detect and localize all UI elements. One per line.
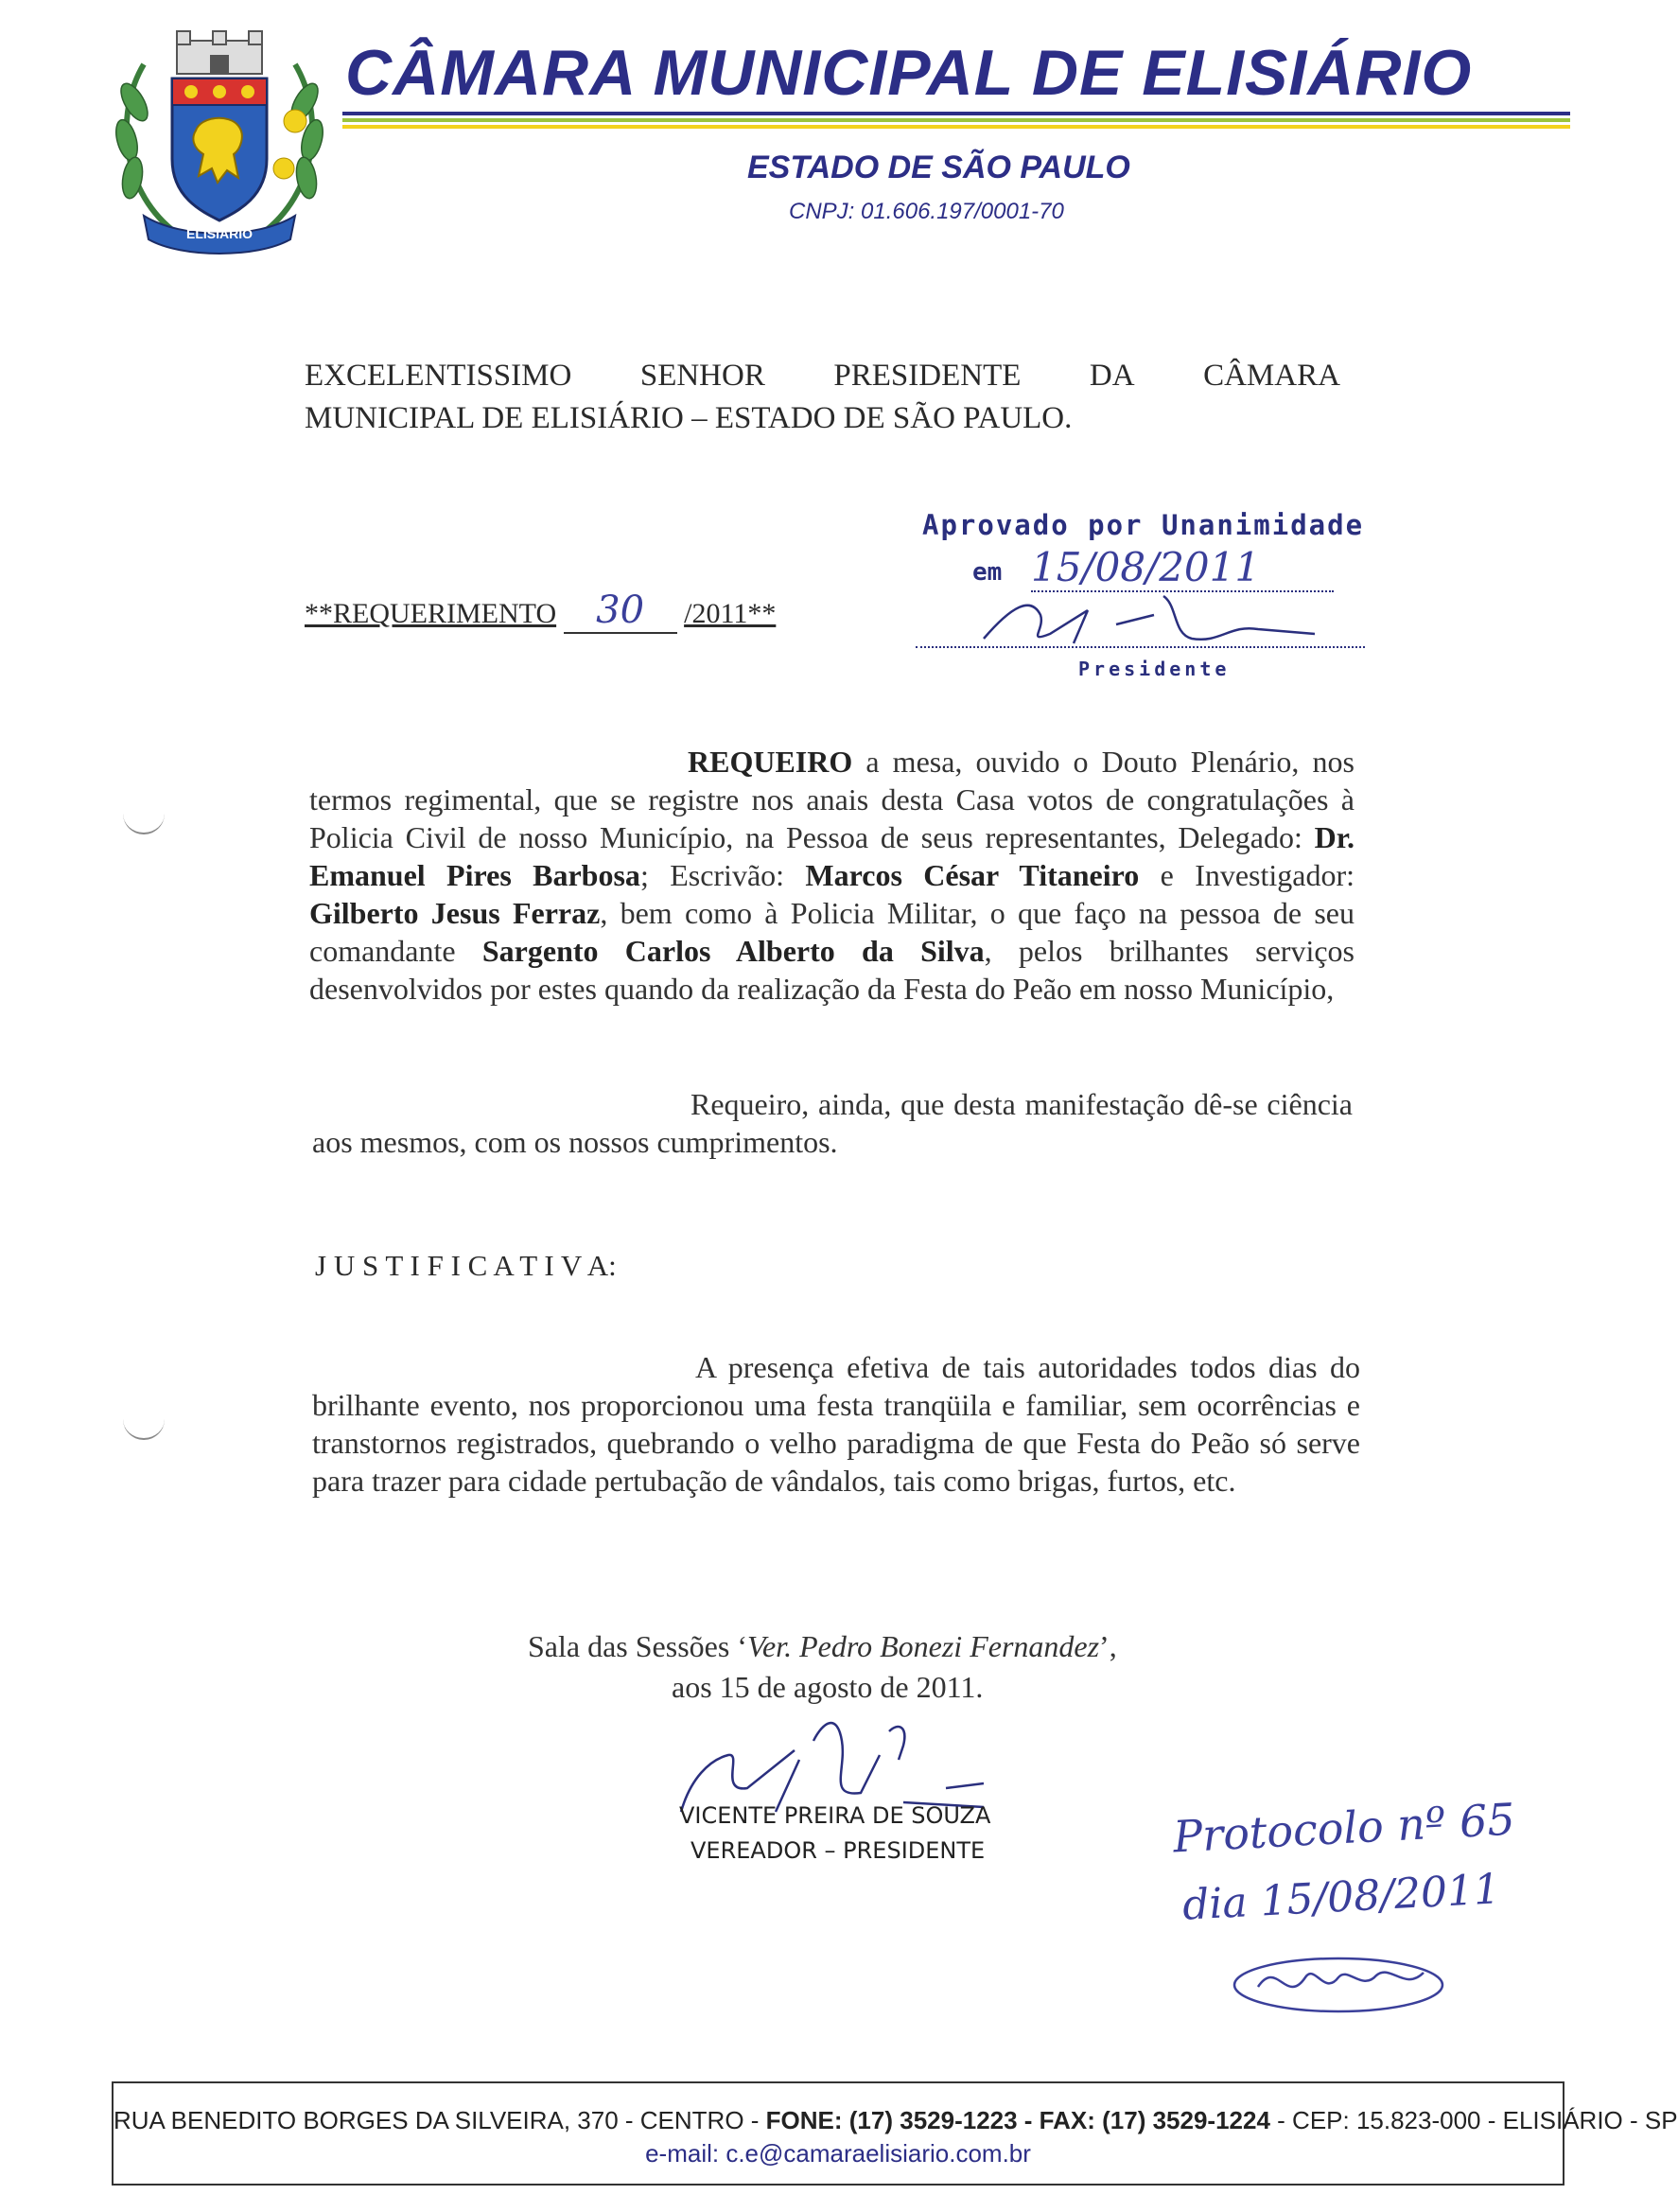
requerimento-title	[305, 588, 776, 634]
punch-hole-mark	[123, 795, 165, 834]
addressee-word: DA	[1089, 359, 1135, 393]
closing-text: ’,	[1099, 1629, 1117, 1663]
closing-text: Sala das Sessões ‘	[528, 1629, 747, 1663]
header-rule-yellow	[342, 125, 1570, 129]
paragraph-text: , bem como à Policia Militar, o que faço na pessoa de seu comandante	[309, 896, 1355, 968]
closing-date: aos 15 de agosto de 2011.	[672, 1670, 984, 1704]
municipal-crest	[106, 26, 333, 254]
header-rule-green	[342, 118, 1570, 122]
page-title: CÂMARA MUNICIPAL DE ELISIÁRIO	[345, 37, 1473, 109]
paragraph-text: a mesa, ouvido o Douto Plenário, nos termos regimental, que se registre nos anais desta Casa votos de congratulações à Policia Civil de nosso Município, na Pessoa de seus representantes, Delegado:	[309, 745, 1355, 854]
protocol-handwritten-note: Protocolo nº 65	[1171, 1793, 1516, 1863]
request-lead-word: REQUEIRO	[688, 745, 853, 779]
name-investigador: Gilberto Jesus Ferraz	[309, 896, 601, 930]
protocol-handwritten-date: dia 15/08/2011	[1180, 1865, 1502, 1930]
requerimento-prefix: **REQUERIMENTO	[305, 598, 557, 629]
name-escrivao: Marcos César Titaneiro	[805, 858, 1140, 892]
request-paragraph	[309, 743, 1355, 1008]
paragraph-text: ; Escrivão:	[639, 858, 806, 892]
addressee-word: PRESIDENTE	[833, 359, 1022, 393]
justificativa-heading: J U S T I F I C A T I V A:	[315, 1249, 617, 1282]
addressee-word: SENHOR	[639, 359, 765, 393]
approval-stamp-em: em	[972, 558, 1003, 587]
footer-cep-city: - CEP: 15.823-000 - ELISIÁRIO - SP	[1269, 2106, 1678, 2134]
footer-email[interactable]: e-mail: c.e@camaraelisiario.com.br	[645, 2139, 1031, 2168]
second-request-paragraph: Requeiro, ainda, que desta manifestação dê-se ciência aos mesmos, com os nossos cumprimentos.	[312, 1087, 1353, 1159]
closing-session-line	[528, 1629, 1117, 1664]
approval-date: 15/08/2011	[1031, 544, 1334, 592]
footer-street: RUA BENEDITO BORGES DA SILVEIRA, 370 - CENTRO -	[114, 2106, 766, 2134]
footer-address-box	[112, 2081, 1678, 2186]
addressee-word: CÂMARA	[1203, 359, 1340, 393]
signatory-name: VICENTE PREIRA DE SOUZA	[679, 1802, 991, 1829]
requerimento-number: 30	[564, 588, 677, 634]
state-subtitle: ESTADO DE SÃO PAULO	[747, 149, 1130, 185]
footer-address-line	[114, 2106, 1678, 2135]
paragraph-text: , pelos brilhantes serviços desenvolvidos por estes quando da realização da Festa do Peão em nosso Município,	[309, 934, 1355, 1006]
signatory-role: VEREADOR – PRESIDENTE	[690, 1837, 986, 1864]
approval-stamp-role: Presidente	[1078, 658, 1231, 680]
justificativa-paragraph: A presença efetiva de tais autoridades todos dias do brilhante evento, nos proporcionou uma festa tranqüila e familiar, sem ocorrências e transtornos registrados, quebrando o velho paradigma de que Festa do Peão só serve para trazer para cidade pertubação de vândalos, tais como brigas, furtos, etc.	[312, 1350, 1360, 1498]
cnpj-number: CNPJ: 01.606.197/0001-70	[789, 199, 1064, 224]
header-rule-blue	[342, 112, 1570, 115]
name-sargento: Sargento Carlos Alberto da Silva	[481, 934, 985, 968]
crest-ribbon-text: ELISIÁRIO	[185, 226, 253, 241]
punch-hole-mark	[123, 1400, 165, 1440]
approval-stamp-text: Aprovado por Unanimidade	[922, 509, 1365, 541]
addressee-line-1	[305, 355, 1340, 396]
addressee-line-2: MUNICIPAL DE ELISIÁRIO – ESTADO DE SÃO PAULO.	[305, 401, 1073, 435]
addressee-word: EXCELENTISSIMO	[305, 359, 572, 393]
footer-phone-fax: FONE: (17) 3529-1223 - FAX: (17) 3529-1224	[765, 2106, 1270, 2134]
protocol-initials-scribble	[1220, 1940, 1466, 2029]
stamp-signature	[974, 587, 1334, 658]
requerimento-year: /2011**	[684, 598, 777, 629]
name-delegado: Dr. Emanuel Pires Barbosa	[309, 820, 1355, 892]
session-room-name: Ver. Pedro Bonezi Fernandez	[746, 1629, 1100, 1663]
paragraph-text: e Investigador:	[1139, 858, 1355, 892]
